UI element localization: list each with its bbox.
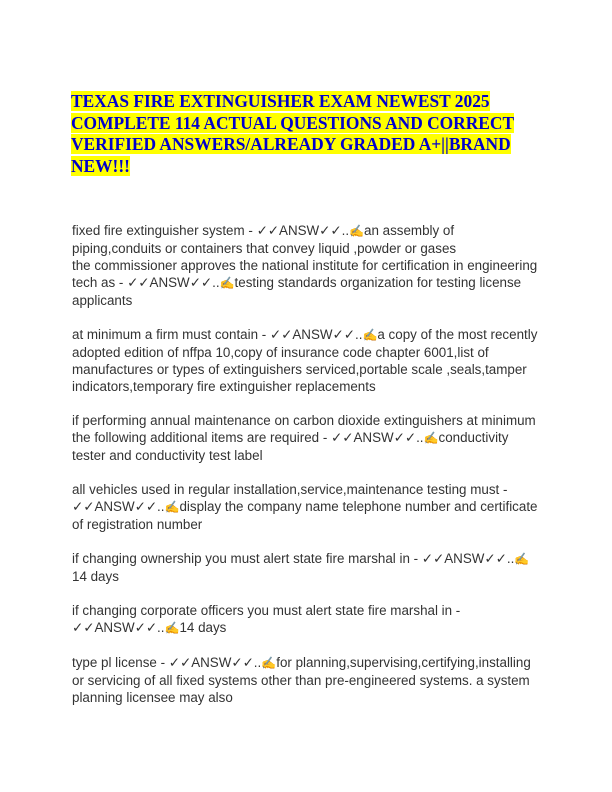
qa-item [72,326,542,395]
answer-text: a copy of the most recently adopted edition of nffpa 10,copy of insurance code chapter 6001,list of manufactures or types of extinguishers serviced,portable scale ,seals,tamper indicators,temporary fire extinguisher replacements [72,327,538,394]
answer-marker: - ✓✓ANSW✓✓.. [72,603,461,635]
writing-hand-icon: ✍ [362,328,378,342]
answer-text: 14 days [179,620,227,635]
writing-hand-icon: ✍ [349,224,365,238]
document-title [71,91,541,177]
answer-marker: - ✓✓ANSW✓✓.. [115,275,220,290]
writing-hand-icon: ✍ [219,276,235,290]
qa-item [72,481,542,533]
answer-marker: - ✓✓ANSW✓✓.. [244,223,350,238]
answer-marker: - ✓✓ANSW✓✓.. [409,551,515,566]
question-text: fixed fire extinguisher system [72,223,245,238]
qa-item [72,412,542,464]
answer-marker: - ✓✓ANSW✓✓.. [319,430,424,445]
answer-text: an assembly of piping,conduits or containers that convey liquid ,powder or gases [72,223,457,256]
answer-marker: - ✓✓ANSW✓✓.. [72,482,508,514]
answer-marker: - ✓✓ANSW✓✓.. [156,655,262,670]
question-text: at minimum a firm must contain [72,327,259,342]
qa-item [72,602,542,637]
qa-item [72,654,542,706]
question-text: if changing corporate officers you must alert state fire marshal in [72,603,453,618]
question-text: the commissioner approves the national institute for certification in engineering tech as [72,258,538,290]
writing-hand-icon: ✍ [164,621,180,635]
question-text: type pl license [72,655,157,670]
answer-text: for planning,supervising,certifying,installing or servicing of all fixed systems other than pre-engineered systems. a system planning licensee may also [72,655,531,705]
writing-hand-icon: ✍ [261,656,277,670]
qa-item [72,222,542,257]
qa-list [72,222,542,706]
answer-text: 14 days [72,569,119,584]
writing-hand-icon: ✍ [423,431,439,445]
answer-text: display the company name telephone number and certificate of registration number [72,499,538,532]
qa-item [72,550,542,585]
question-text: if changing ownership you must alert state fire marshal in [72,551,410,566]
answer-marker: - ✓✓ANSW✓✓.. [258,327,363,342]
writing-hand-icon: ✍ [164,500,180,514]
qa-item [72,257,542,309]
answer-text: conductivity tester and conductivity test label [72,430,509,463]
answer-text: testing standards organization for testing license applicants [72,275,522,308]
question-text: all vehicles used in regular installation,service,maintenance testing must [72,482,500,497]
title-highlight: TEXAS FIRE EXTINGUISHER EXAM NEWEST 2025 COMPLETE 114 ACTUAL QUESTIONS AND CORRECT VERIFIED ANSWERS/ALREADY GRADED A+||BRAND NEW!!! [71,91,515,176]
writing-hand-icon: ✍ [514,552,530,566]
question-text: if performing annual maintenance on carbon dioxide extinguishers at minimum the following additional items are required [72,413,536,445]
